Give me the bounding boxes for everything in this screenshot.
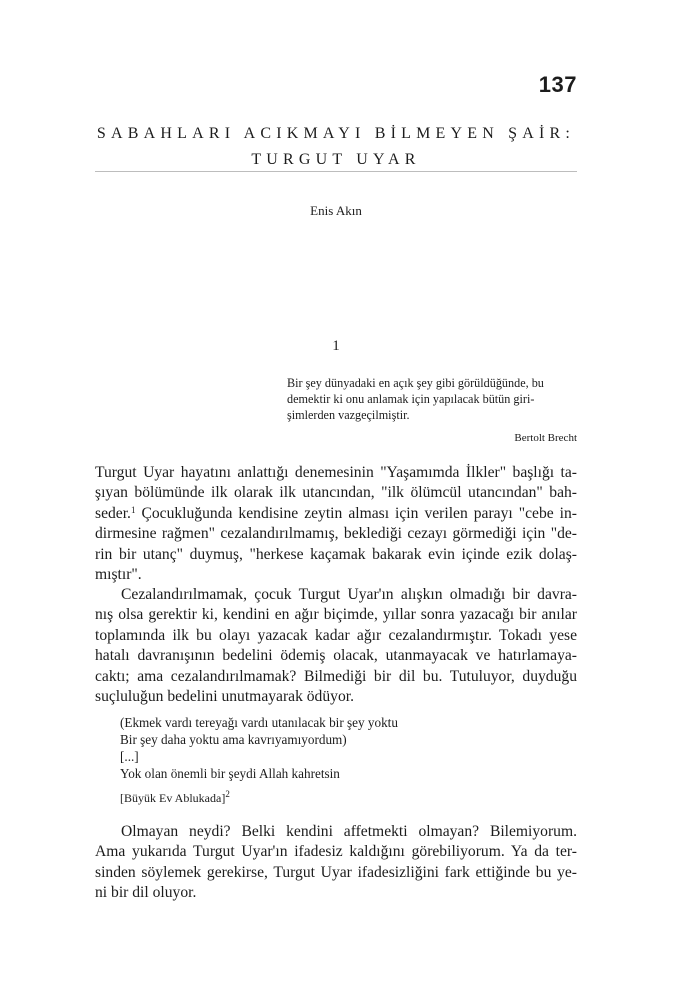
page-number: 137 — [538, 72, 577, 97]
title-line-2: TURGUT UYAR — [251, 151, 421, 168]
text-line: sinden söylemek gerekirse, Turgut Uyar ifadesizliğini fark ettiğinde bu ye- — [95, 863, 577, 881]
text-line: ni bir dil oluyor. — [95, 884, 197, 902]
epigraph-line: şimlerden vazgeçilmiştir. — [287, 408, 410, 422]
footnote-marker-2: 2 — [225, 789, 230, 799]
paragraph-3 — [95, 822, 577, 904]
section-number: 1 — [332, 338, 340, 354]
footnote-marker-1: 1 — [130, 504, 136, 515]
text-line: Turgut Uyar hayatını anlattığı denemesinin "Yaşamımda İlkler" başlığı ta- — [95, 464, 577, 481]
epigraph-line: demektir ki onu anlamak için yapılacak bütün giri- — [287, 392, 535, 406]
text-fragment: Çocukluğunda kendisine zeytin alması için verilen parayı "cebe in- — [135, 504, 577, 522]
author-name: Enis Akın — [310, 203, 362, 218]
poem-line: Bir şey daha yoktu ama kavrıyamıyordum) — [120, 732, 347, 747]
text-line: caktı; ama cezalandırılmamak? Bilmediği bir dil bu. Tutuluyor, duyduğu — [95, 667, 577, 685]
epigraph-line: Bir şey dünyadaki en açık şey gibi görüldüğünde, bu — [287, 376, 544, 390]
title-divider — [95, 171, 577, 172]
text-line: Ama yukarıda Turgut Uyar'ın ifadesiz kaldığını görebiliyorum. Ya da ter- — [95, 843, 577, 861]
paragraph-1 — [95, 463, 577, 585]
text-line: mıştır". — [95, 565, 142, 583]
poem-line: [...] — [120, 749, 139, 764]
text-line: hatalı davranışının bedelini ödemiş olacak, utanmayacak ve hatırlamaya- — [95, 647, 577, 665]
poem-quote — [120, 714, 398, 782]
poem-line: (Ekmek vardı tereyağı vardı utanılacak bir şey yoktu — [120, 715, 398, 730]
text-line: şıyan bölümünde ilk olarak ilk utancından, "ilk ölümcül utancından" bah- — [95, 484, 577, 502]
poem-source-title: [Büyük Ev Ablukada] — [120, 791, 226, 805]
poem-source — [120, 791, 230, 806]
text-line: toplamında ilk bu olayı yazacak kadar ağır cezalandırmıştır. Tokadı yese — [95, 626, 577, 644]
poem-line: Yok olan önemli bir şeydi Allah kahretsin — [120, 766, 340, 781]
text-fragment: seder. — [95, 504, 131, 522]
article-title — [95, 121, 577, 173]
text-line: Olmayan neydi? Belki kendini affetmekti olmayan? Bilemiyorum. — [121, 823, 577, 840]
text-line: Cezalandırılmamak, çocuk Turgut Uyar'ın alışkın olmadığı bir davra- — [121, 586, 577, 603]
paragraph-2 — [95, 585, 577, 707]
epigraph-attribution: Bertolt Brecht — [514, 432, 577, 444]
title-line-1: SABAHLARI ACIKMAYI BİLMEYEN ŞAİR: — [96, 125, 576, 142]
text-line: dirmesine rağmen" cezalandırılmamış, beklediği cezayı görmediği için "de- — [95, 525, 577, 543]
text-line: nış olsa gerektir ki, kendini en ağır biçimde, yıllar sonra yazacağı bir anılar — [95, 606, 577, 624]
epigraph — [287, 375, 577, 423]
text-line: suçluluğun bedelini unutmayarak ödüyor. — [95, 687, 354, 705]
text-line: rin bir utanç" duymuş, "herkese kaçamak bakarak evin içinde ezik dolaş- — [95, 545, 577, 563]
text-line — [95, 504, 577, 524]
